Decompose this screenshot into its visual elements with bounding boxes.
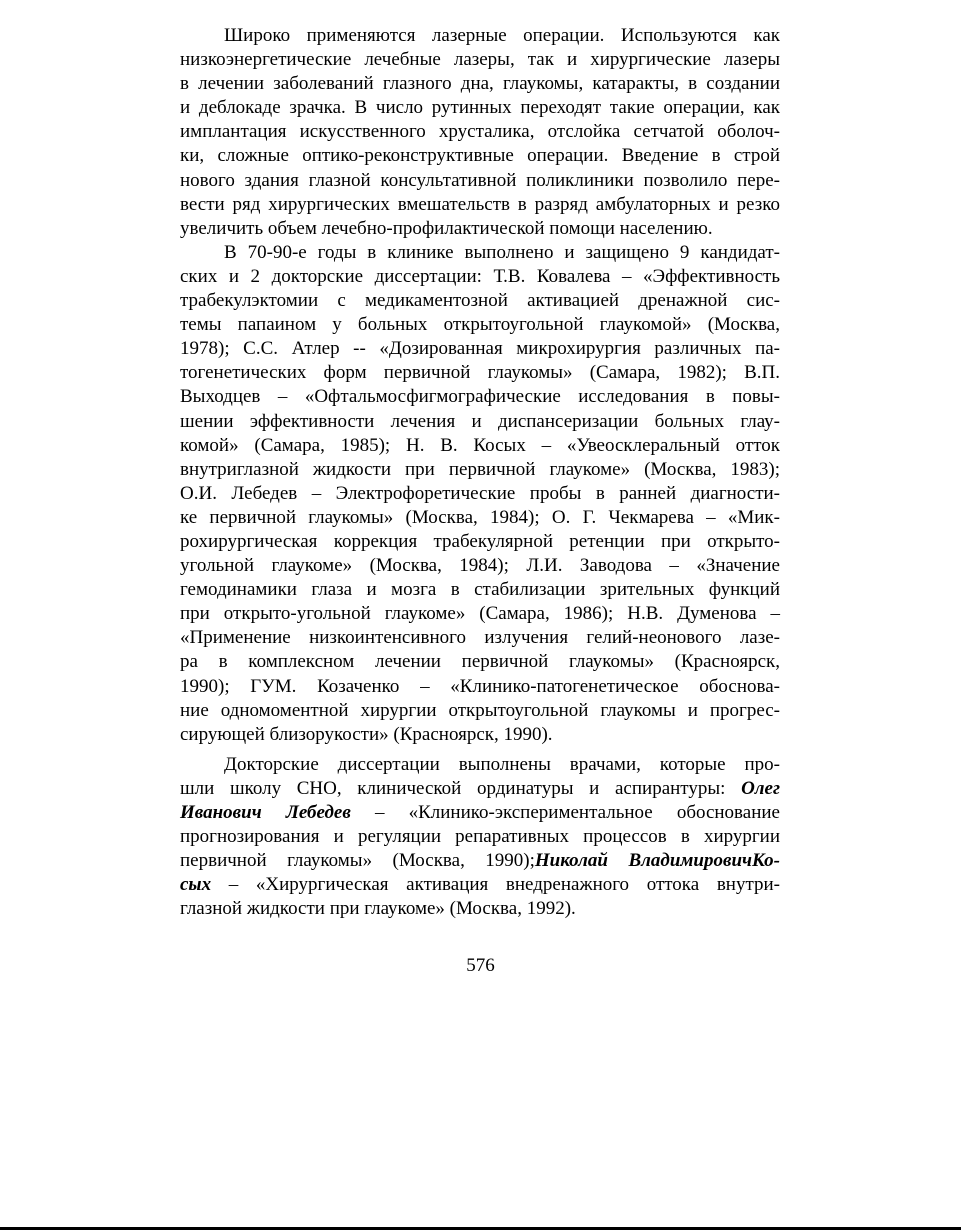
text-line: прогнозирования и регуляции репаративных процессов в хирургии (180, 826, 780, 848)
paragraph-2 (180, 241, 780, 747)
text-line: В 70-90-е годы в клинике выполнено и защищено 9 кандидат- (224, 241, 780, 263)
text-line: сирующей близорукости» (Красноярск, 1990). (180, 723, 553, 745)
text-line: Выходцев – «Офтальмосфигмографические исследования в повы- (180, 386, 780, 408)
text-line: ке первичной глаукомы» (Москва, 1984); О. Г. Чекмарева – «Мик- (180, 506, 780, 528)
text-line: трабекулэктомии с медикаментозной активацией дренажной сис- (180, 290, 780, 312)
text-line (180, 873, 780, 897)
text-line: угольной глаукоме» (Москва, 1984); Л.И. Заводова – «Значение (180, 555, 780, 577)
person-name: Иванович Лебедев (180, 802, 351, 823)
text-line: 1990); ГУМ. Козаченко – «Клинико-патогенетическое обоснова- (180, 675, 780, 697)
text-line: глазной жидкости при глаукоме» (Москва, 1992). (180, 898, 576, 920)
text-line: «Применение низкоинтенсивного излучения гелий-неонового лазе- (180, 627, 780, 649)
paragraph-1 (180, 24, 780, 241)
text-line: гемодинамики глаза и мозга в стабилизации зрительных функций (180, 579, 780, 601)
text-line (180, 801, 780, 825)
text-line (180, 849, 780, 873)
text-line: и деблокаде зрачка. В число рутинных переходят такие операции, как (180, 97, 780, 119)
text-line (180, 777, 780, 801)
text-line: внутриглазной жидкости при первичной глаукоме» (Москва, 1983); (180, 458, 780, 480)
text-line: ние одномоментной хирургии открытоугольной глаукомы и прогрес- (180, 699, 780, 721)
text-segment: первичной глаукомы» (Москва, 1990); (180, 850, 535, 872)
text-segment: – «Клинико-экспериментальное обоснование (350, 802, 780, 823)
text-line: вести ряд хирургических вмешательств в разряд амбулаторных и резко (180, 193, 780, 215)
text-line: комой» (Самара, 1985); Н. В. Косых – «Увеосклеральный отток (180, 434, 780, 456)
text-line: увеличить объем лечебно-профилактической помощи населению. (180, 217, 713, 239)
paragraph-3 (180, 753, 780, 922)
person-name: Олег (741, 777, 780, 799)
page-number: 576 (466, 955, 495, 976)
text-line: в лечении заболеваний глазного дна, глаукомы, катаракты, в создании (180, 73, 780, 95)
text-line: О.И. Лебедев – Электрофоретические пробы в ранней диагности- (180, 482, 780, 504)
text-line: рохирургическая коррекция трабекулярной ретенции при открыто- (180, 530, 780, 552)
text-line: 1978); С.С. Атлер -- «Дозированная микрохирургия различных па- (180, 338, 780, 360)
person-name: Николай ВладимировичКо- (534, 850, 780, 872)
text-line: тогенетических форм первичной глаукомы» (Самара, 1982); В.П. (180, 362, 780, 384)
text-line: ра в комплексном лечении первичной глаукомы» (Красноярск, (180, 651, 780, 673)
text-line: при открыто-угольной глаукоме» (Самара, 1986); Н.В. Думенова – (180, 603, 780, 625)
text-line: имплантация искусственного хрусталика, отслойка сетчатой оболоч- (180, 121, 780, 143)
text-line: ки, сложные оптико-реконструктивные операции. Введение в строй (180, 145, 780, 167)
text-segment: шли школу СНО, клинической ординатуры и аспирантуры: (180, 777, 742, 799)
text-line: Широко применяются лазерные операции. Используются как (224, 25, 780, 46)
text-line: низкоэнергетические лечебные лазеры, так и хирургические лазеры (180, 49, 780, 71)
text-line: шении эффективности лечения и диспансеризации больных глау- (180, 410, 780, 432)
text-line: ских и 2 докторские диссертации: Т.В. Ковалева – «Эффективность (180, 265, 780, 287)
text-line: темы папаином у больных открытоугольной глаукомой» (Москва, (180, 314, 780, 336)
person-name: сых (180, 874, 212, 896)
page-text (180, 24, 780, 921)
text-segment: – «Хирургическая активация внедренажного оттока внутри- (211, 874, 780, 896)
text-line: нового здания глазной консультативной поликлиники позволило пере- (180, 169, 780, 191)
text-line: Докторские диссертации выполнены врачами, которые про- (224, 753, 780, 775)
